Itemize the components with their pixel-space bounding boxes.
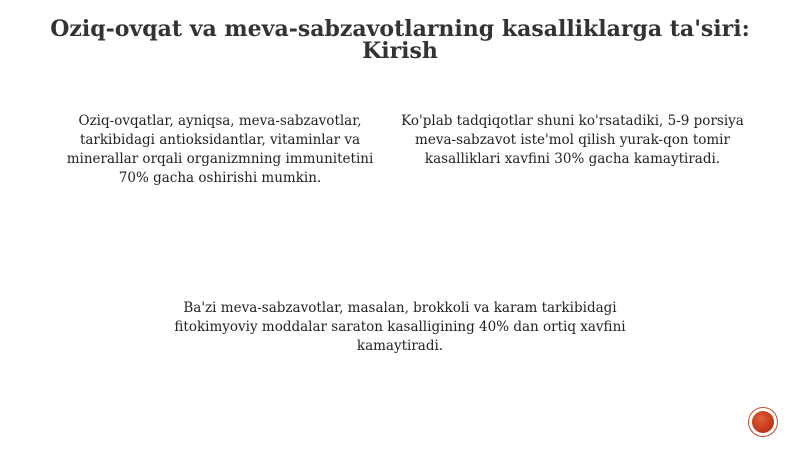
- slide-title-line2: Kirish: [362, 38, 438, 64]
- bottom-text-block: Ba'zi meva-sabzavotlar, masalan, brokkoli va karam tarkibidagi fitokimyoviy moddalar saraton kasalligining 40% dan ortiq xavfini kamaytiradi.: [174, 300, 626, 354]
- circle-icon: [752, 411, 774, 433]
- next-slide-button[interactable]: [748, 407, 778, 437]
- left-text-block: Oziq-ovqatlar, ayniqsa, meva-sabzavotlar, tarkibidagi antioksidantlar, vitaminlar va minerallar orqali organizmning immunitetini 70% gacha oshirishi mumkin.: [66, 113, 374, 186]
- slide-title-line1: Oziq-ovqat va meva-sabzavotlarning kasalliklarga ta'siri:: [50, 16, 750, 42]
- slide-title: [40, 18, 760, 62]
- right-text-block: Ko'plab tadqiqotlar shuni ko'rsatadiki, 5-9 porsiya meva-sabzavot iste'mol qilish yurak-qon tomir kasalliklari xavfini 30% gacha kamaytiradi.: [401, 113, 744, 167]
